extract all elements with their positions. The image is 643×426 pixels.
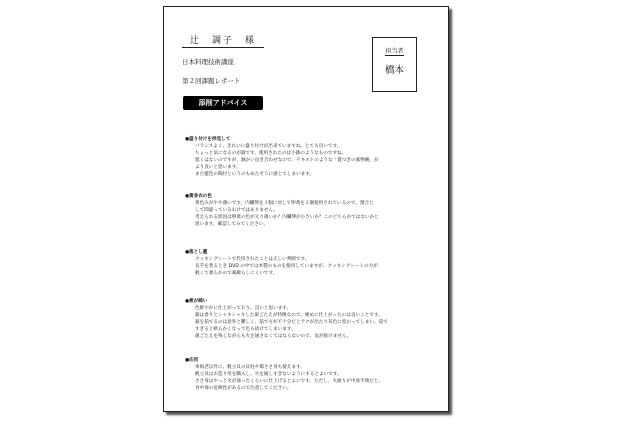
- section-title: ● 黄身衣の色: [185, 193, 435, 200]
- section-line: すぎると軟らかくなって色も抜けてしまいます。: [195, 327, 296, 333]
- section-title: ● 盛り付けを拝見して: [185, 136, 435, 143]
- stamp-box: [372, 37, 417, 92]
- stamp-name: 橋本: [384, 65, 404, 76]
- section-yolk-color: [185, 193, 435, 228]
- section-line: バランスよく、きれいに盛り付けが出来ていますね。とても良いです。: [195, 144, 342, 150]
- section-line: 車海老以外に、帆立貝の貝柱や鶏ささ身も使えます。: [195, 365, 305, 371]
- report-page: [163, 6, 449, 412]
- section-line: より良いと思います。: [195, 165, 241, 171]
- section-line: ちょっと気になるのが器です。使用されたのは小鉢のようなものですね。: [195, 151, 347, 157]
- section-line: ささ身はやっと火が通ったくらいに仕上げるとよいです。ただし、火通りが中途半端だと、: [195, 379, 383, 385]
- section-butterbur: [185, 298, 435, 341]
- course-name: 日本料理技術講座: [182, 58, 234, 66]
- section-line: 黄色みがやや薄いです。内臓卵を３個に対して卵黄を２個使用されているので、割合と: [195, 201, 374, 207]
- section-title: ● 応用: [185, 357, 435, 364]
- section-line: 歯ごたえを残しながらも火を通さなくてはならないので、気が抜けません。: [195, 334, 352, 340]
- report-title: 第２回課題レポート: [182, 77, 241, 85]
- section-line: 蕗を茹でるのは意外と難しく、茹で方が不十分だとアクが出たり灰色に変わってしまい、茹で: [195, 320, 388, 326]
- advice-badge: 添削アドバイス: [183, 96, 263, 110]
- section-application: [185, 357, 435, 392]
- section-line: また藍色の陶付というのもめたそうに感じてしまいます。: [195, 172, 315, 178]
- stamp-title: 担当者: [385, 48, 404, 55]
- section-title: ● 煮が綺い: [185, 298, 435, 305]
- section-line: 考えられる原因は卵黄の色が元々薄いか？内臓卵が小さいか？このどちらかではないかと: [195, 215, 379, 221]
- section-title: ● 落とし蓋: [185, 249, 435, 256]
- section-drop-lid: [185, 249, 435, 277]
- recipient-name: 辻 調子 様: [182, 33, 264, 48]
- section-line: 軽くて柔らかので素敵らしにくいです。: [195, 271, 278, 277]
- section-line: して間違っているわけではありません。: [195, 208, 278, 214]
- section-line: 思います。確認してみてください。: [195, 222, 269, 228]
- section-line: 食中毒の危険性があるので注意してください。: [195, 386, 292, 392]
- section-line: 長芋を煮るとき DVD の中では木製のものを使用していますが、クッキングシートの方が: [195, 264, 378, 270]
- section-line: 帆立貝はお造り用を購入し、火を通しすぎないようにするとよいです。: [195, 372, 342, 378]
- section-line: 悪くはないのですが、鉢かい良き合わせなので、テキストのような「置つきの素物碗」が: [195, 158, 379, 164]
- section-line: 色鮮やかに仕上がっており、良いと思います。: [195, 306, 292, 312]
- section-plating: [185, 136, 435, 179]
- section-line: クッキングシートで代用されたことは正しい判断です。: [195, 257, 310, 263]
- section-line: 蕗は香りとシャキシャキした歯ごたえが特徴なので、硬めに仕上がったのは良いことです。: [195, 313, 383, 319]
